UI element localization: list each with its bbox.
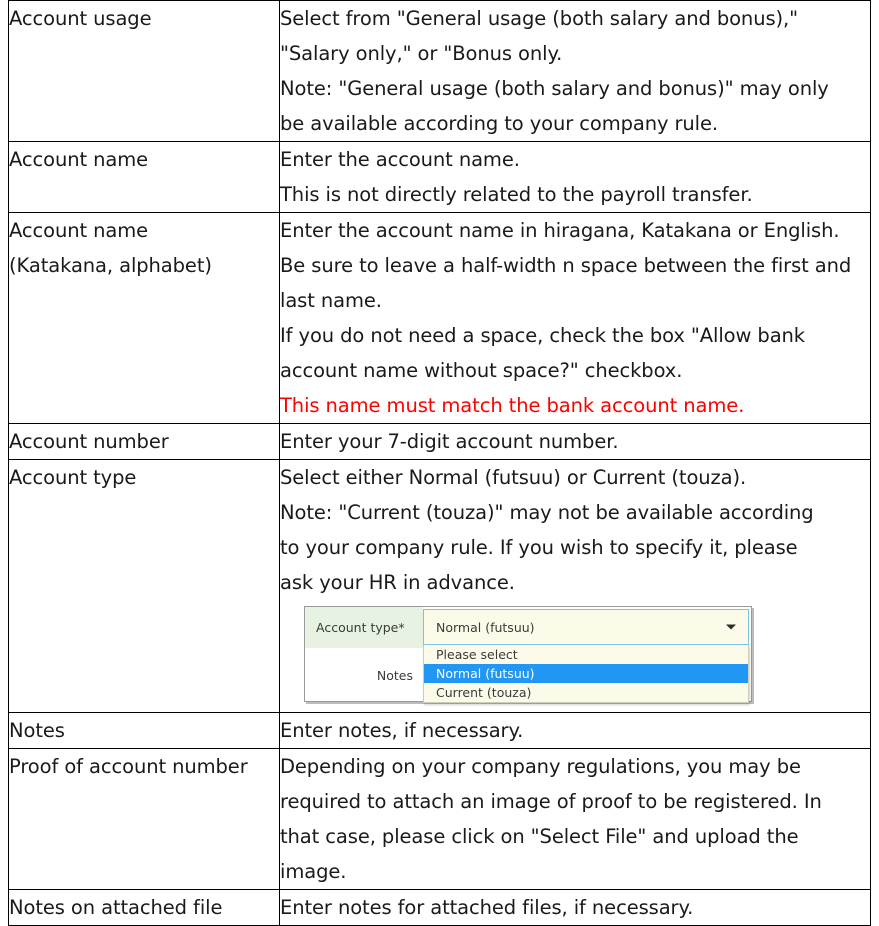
table-row [9,890,871,926]
field-label-line: Account name [9,148,149,171]
field-label-cell [9,142,280,213]
table-row [9,460,871,713]
field-label-cell [9,1,280,142]
field-description-cell [280,213,871,424]
form-panel [304,606,752,702]
table-row [9,142,871,213]
notes-field-label [305,649,423,701]
table-row [9,213,871,424]
description-line: Enter the account name in hiragana, Katakana or English. [280,219,840,242]
description-line: last name. [280,289,382,312]
table-row [9,749,871,890]
table-row [9,424,871,460]
chevron-down-icon[interactable] [726,625,736,630]
table-row [9,713,871,749]
field-description-cell [280,1,871,142]
field-label-line: Notes on attached file [9,896,223,919]
description-line: If you do not need a space, check the box "Allow bank [280,324,805,347]
description-line: Enter the account name. [280,148,520,171]
description-line: Depending on your company regulations, you may be [280,755,801,778]
field-label-line: Notes [9,719,65,742]
field-label-cell [9,713,280,749]
description-line: Enter your 7-digit account number. [280,430,619,453]
description-line: "Salary only," or "Bonus only. [280,42,563,65]
account-type-field-label [305,607,423,649]
account-type-select-value: Normal (futsuu) [436,619,535,635]
description-line: Note: "Current (touza)" may not be available according [280,501,814,524]
description-line: Enter notes for attached files, if necessary. [280,896,694,919]
description-line: Select from "General usage (both salary and bonus)," [280,7,798,30]
description-line: to your company rule. If you wish to specify it, please [280,536,798,559]
field-label-line: Account name [9,219,149,242]
field-description-cell [280,460,871,713]
field-description-cell [280,713,871,749]
description-line: This is not directly related to the payroll transfer. [280,183,753,206]
account-type-option[interactable]: Please select [436,647,518,662]
description-line: Select either Normal (futsuu) or Current (touza). [280,466,747,489]
field-description-table [8,0,871,926]
notes-field-label-text: Notes [376,667,413,683]
description-line: account name without space?" checkbox. [280,359,683,382]
field-label-line: Account usage [9,7,152,30]
account-type-option[interactable]: Normal (futsuu) [424,664,748,683]
description-line: required to attach an image of proof to be registered. In [280,790,822,813]
field-label-line: Account type [9,466,137,489]
table-row [9,1,871,142]
account-type-select[interactable] [423,609,749,645]
description-line: image. [280,860,347,883]
description-line: Enter notes, if necessary. [280,719,524,742]
description-line: ask your HR in advance. [280,571,515,594]
warning-text-line: This name must match the bank account name. [280,394,745,417]
description-line: Note: "General usage (both salary and bonus)" may only [280,77,829,100]
field-label-cell [9,890,280,926]
field-description-cell [280,424,871,460]
field-label-line: Account number [9,430,169,453]
description-line: be available according to your company rule. [280,112,718,135]
field-label-line: Proof of account number [9,755,248,778]
field-label-cell [9,749,280,890]
field-description-cell [280,890,871,926]
description-line: Be sure to leave a half-width n space between the first and [280,254,852,277]
field-description-cell [280,142,871,213]
field-label-line: (Katakana, alphabet) [9,254,212,277]
field-label-cell [9,424,280,460]
account-type-option[interactable]: Current (touza) [436,685,532,700]
field-description-cell [280,749,871,890]
field-label-cell [9,213,280,424]
description-line: that case, please click on "Select File" and upload the [280,825,799,848]
account-type-option-list[interactable] [423,645,749,703]
account-type-form-screenshot [280,600,870,712]
account-type-field-label-text: Account type* [316,620,405,635]
field-label-cell [9,460,280,713]
